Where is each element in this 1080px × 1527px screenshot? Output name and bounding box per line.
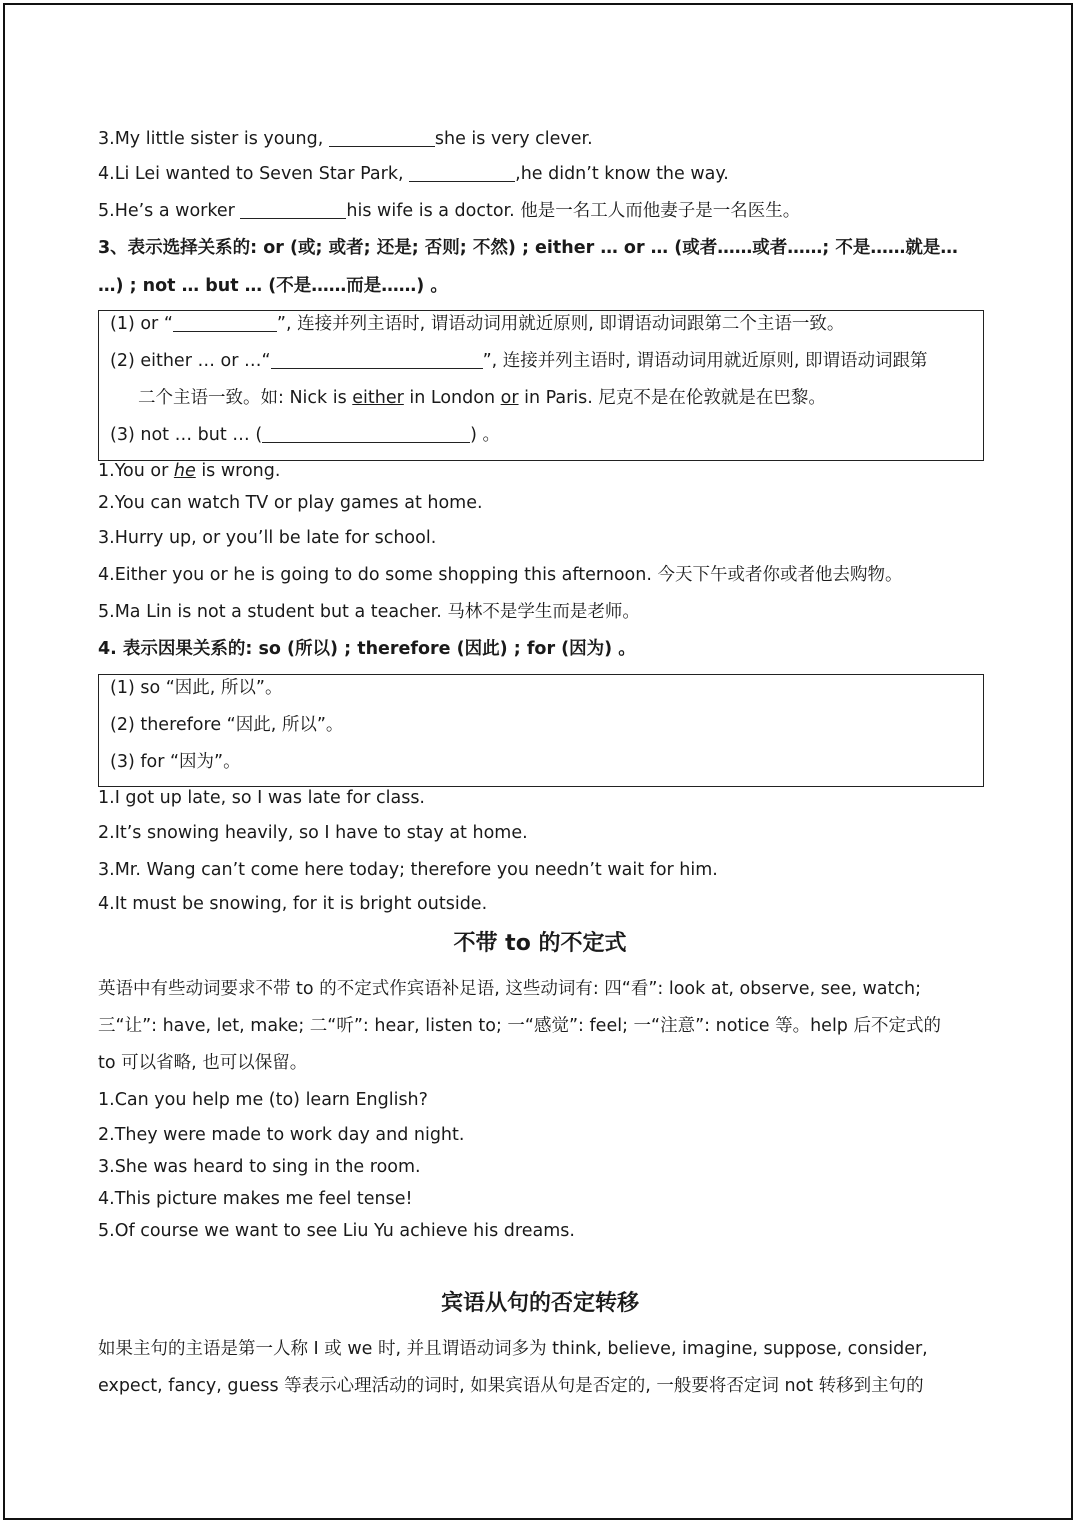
rule-text: (1) or “ (110, 314, 173, 334)
example-line: 4.Either you or he is going to do some shopping this afternoon. 今天下午或者你或者他去购物。 (98, 565, 903, 585)
example-line: 2.You can watch TV or play games at home. (98, 493, 483, 513)
exercise-line (98, 162, 729, 186)
answer-blank[interactable] (173, 313, 277, 332)
rule-item (110, 349, 928, 373)
example-line: 2.They were made to work day and night. (98, 1125, 465, 1145)
example-line: 2.It’s snowing heavily, so I have to stay at home. (98, 823, 528, 843)
rule-text: ”, 连接并列主语时, 谓语动词用就近原则, 即谓语动词跟第二个主语一致。 (276, 314, 845, 334)
answer-blank[interactable] (409, 163, 515, 182)
rule-text: in Paris. 尼克不是在伦敦就是在巴黎。 (518, 388, 826, 408)
exercise-line (98, 199, 800, 223)
rule-item: (1) so “因此, 所以”。 (110, 678, 283, 698)
rule-text: ”, 连接并列主语时, 谓语动词用就近原则, 即谓语动词跟第 (482, 351, 928, 371)
example-line: 3.Mr. Wang can’t come here today; therefore you needn’t wait for him. (98, 860, 718, 880)
rule-text: (3) not … but … ( (110, 425, 263, 445)
example-line: 5.Of course we want to see Liu Yu achieve his dreams. (98, 1221, 575, 1241)
section-heading: 不带 to 的不定式 (453, 931, 627, 956)
exercise-text: she is very clever. (434, 129, 593, 149)
exercise-text: his wife is a doctor. 他是一名工人而他妻子是一名医生。 (346, 201, 801, 221)
emphasized-word: he (173, 461, 196, 481)
paragraph-line: to 可以省略, 也可以保留。 (98, 1053, 308, 1073)
rule-text: (2) either … or …“ (110, 351, 271, 371)
rule-item: (3) for “因为”。 (110, 752, 241, 772)
section-heading: 宾语从句的否定转移 (440, 1291, 639, 1316)
example-line: 5.Ma Lin is not a student but a teacher. 马林不是学生而是老师。 (98, 602, 640, 622)
exercise-text: 4.Li Lei wanted to Seven Star Park, (98, 164, 410, 184)
answer-blank[interactable] (262, 424, 470, 443)
rule-text: in London (403, 388, 501, 408)
rule-item-cont (138, 386, 826, 410)
answer-blank[interactable] (240, 200, 346, 219)
rule-text: 二个主语一致。如: Nick is (138, 388, 353, 408)
paragraph-line: 英语中有些动词要求不带 to 的不定式作宾语补足语, 这些动词有: 四“看”: look at, observe, see, watch; (98, 979, 921, 999)
example-line: 3.Hurry up, or you’ll be late for school. (98, 528, 437, 548)
section-title: 4. 表示因果关系的: so (所以) ; therefore (因此) ; for (因为) 。 (98, 639, 636, 659)
answer-blank[interactable] (329, 128, 435, 147)
paragraph-line: 如果主句的主语是第一人称 I 或 we 时, 并且谓语动词多为 think, believe, imagine, suppose, consider, (98, 1339, 928, 1359)
paragraph-line: expect, fancy, guess 等表示心理活动的词时, 如果宾语从句是否定的, 一般要将否定词 not 转移到主句的 (98, 1376, 924, 1396)
example-line (98, 459, 280, 483)
exercise-text: ,he didn’t know the way. (515, 164, 729, 184)
section-title: 3、表示选择关系的: or (或; 或者; 还是; 否则; 不然) ; either … or … (或者……或者……; 不是……就是… (98, 238, 958, 258)
section-title-cont: …) ; not … but … (不是……而是……) 。 (98, 276, 448, 296)
underlined-word: either (352, 388, 404, 408)
example-line: 4.This picture makes me feel tense! (98, 1189, 413, 1209)
exercise-text: 3.My little sister is young, (98, 129, 329, 149)
exercise-text: 5.He’s a worker (98, 201, 241, 221)
example-line: 1.Can you help me (to) learn English? (98, 1090, 428, 1110)
paragraph-line: 三“让”: have, let, make; 二“听”: hear, listen to; 一“感觉”: feel; 一“注意”: notice 等。help 后不定式的 (98, 1016, 941, 1036)
answer-blank[interactable] (271, 350, 483, 369)
rule-item: (2) therefore “因此, 所以”。 (110, 715, 344, 735)
rule-item (110, 312, 844, 336)
example-line: 3.She was heard to sing in the room. (98, 1157, 421, 1177)
rule-item (110, 423, 500, 447)
example-text: is wrong. (195, 461, 281, 481)
example-line: 4.It must be snowing, for it is bright outside. (98, 894, 488, 914)
example-text: 1.You or (98, 461, 174, 481)
rule-text: ) 。 (470, 425, 501, 445)
example-line: 1.I got up late, so I was late for class. (98, 788, 425, 808)
exercise-line (98, 127, 593, 151)
underlined-word: or (500, 388, 519, 408)
